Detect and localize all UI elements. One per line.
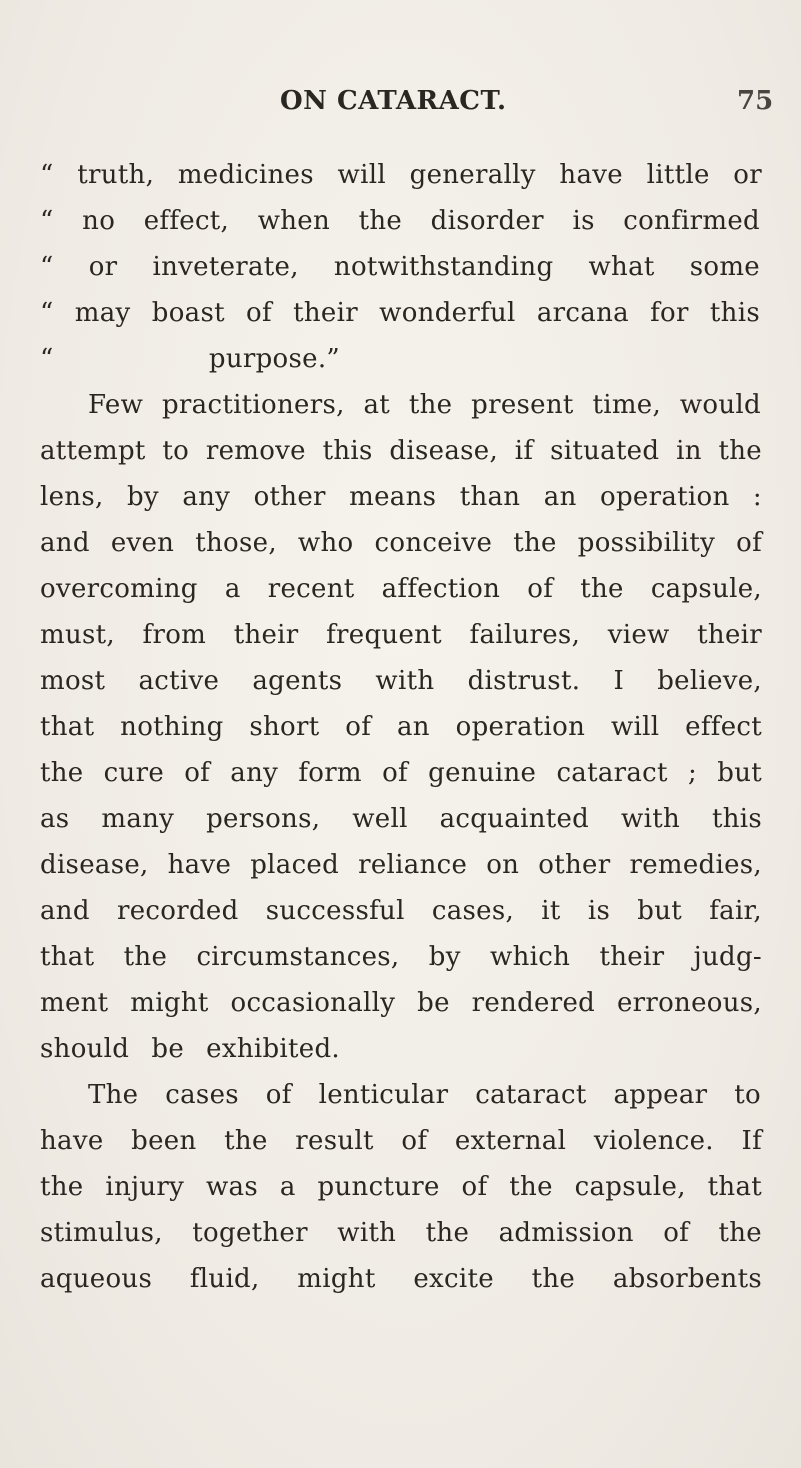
text-line: The cases of lenticular cataract appear to xyxy=(88,1080,761,1110)
text-line: ment might occasionally be rendered erroneous, xyxy=(40,988,762,1018)
text-line: disease, have placed reliance on other remedies, xyxy=(40,850,762,880)
text-line: the injury was a puncture of the capsule, that xyxy=(40,1172,762,1202)
text-line: as many persons, well acquainted with this xyxy=(40,804,762,834)
text-line: the cure of any form of genuine cataract ; but xyxy=(40,758,762,788)
text-line: “ or inveterate, notwithstanding what some xyxy=(40,252,760,282)
text-line: lens, by any other means than an operation : xyxy=(40,482,762,512)
text-line: and recorded successful cases, it is but fair, xyxy=(40,896,762,926)
text-line: overcoming a recent affection of the capsule, xyxy=(40,574,762,604)
page-number: 75 xyxy=(737,86,774,116)
text-line: “ no effect, when the disorder is confirmed xyxy=(40,206,760,236)
text-line: “ may boast of their wonderful arcana for this xyxy=(40,298,760,328)
text-line: stimulus, together with the admission of the xyxy=(40,1218,762,1248)
text-line: that the circumstances, by which their judg- xyxy=(40,942,762,972)
text-line: aqueous fluid, might excite the absorbents xyxy=(40,1264,762,1294)
text-line: “ truth, medicines will generally have little or xyxy=(40,160,762,190)
running-header xyxy=(0,86,801,126)
text-line: should be exhibited. xyxy=(40,1034,340,1064)
text-line: must, from their frequent failures, view their xyxy=(40,620,762,650)
text-line: most active agents with distrust. I believe, xyxy=(40,666,762,696)
text-line: Few practitioners, at the present time, would xyxy=(88,390,761,420)
text-line: that nothing short of an operation will effect xyxy=(40,712,762,742)
running-title: ON CATARACT. xyxy=(280,86,507,116)
text-line: attempt to remove this disease, if situated in the xyxy=(40,436,762,466)
text-line: “ purpose.” xyxy=(40,344,340,374)
text-line: and even those, who conceive the possibility of xyxy=(40,528,762,558)
text-line: have been the result of external violence. If xyxy=(40,1126,762,1156)
